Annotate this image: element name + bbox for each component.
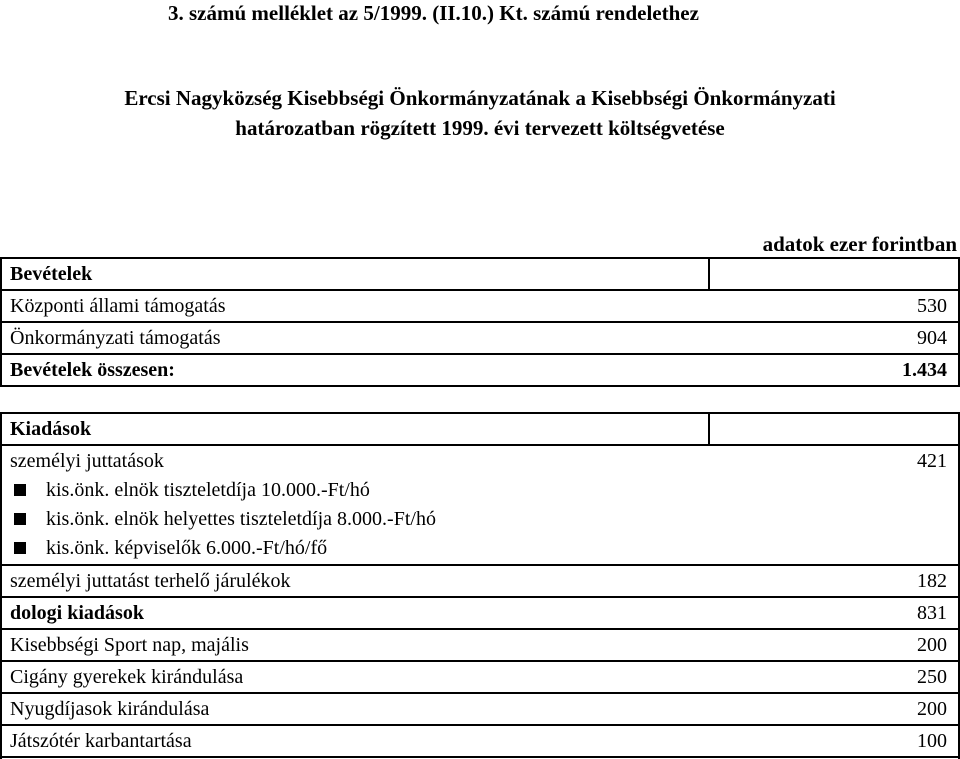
- table-row: [0, 258, 960, 290]
- annex-heading: 3. számú melléklet az 5/1999. (II.10.) Kt. számú rendelethez: [168, 1, 699, 25]
- table-row: [0, 725, 960, 757]
- list-item: [0, 474, 960, 506]
- list-item-text: kis.önk. képviselők 6.000.-Ft/hó/fő: [46, 537, 328, 559]
- square-bullet-icon: [14, 484, 26, 496]
- income-total-label: Bevételek összesen:: [10, 359, 175, 381]
- square-bullet-icon: [14, 513, 26, 525]
- row-value: 200: [917, 698, 947, 720]
- table-row: [0, 290, 960, 322]
- table-row: [0, 629, 960, 661]
- table-row: [0, 413, 960, 445]
- document-title-line-2: határozatban rögzített 1999. évi tervezett költségvetése: [235, 116, 725, 140]
- row-value: 250: [917, 666, 947, 688]
- row-value: 182: [917, 570, 947, 592]
- row-value: 831: [917, 602, 947, 624]
- document-title-line-1: Ercsi Nagyközség Kisebbségi Önkormányzatának a Kisebbségi Önkormányzati: [124, 86, 836, 110]
- row-value: 904: [917, 327, 947, 349]
- row-label: Központi állami támogatás: [10, 295, 226, 317]
- row-value: 421: [917, 450, 947, 472]
- row-label: személyi juttatást terhelő járulékok: [10, 570, 291, 592]
- table-row: [0, 661, 960, 693]
- row-label: Nyugdíjasok kirándulása: [10, 698, 210, 720]
- row-label: személyi juttatások: [10, 450, 164, 472]
- table-row: [0, 354, 960, 386]
- row-label: Játszótér karbantartása: [10, 730, 192, 752]
- unit-note: adatok ezer forintban: [762, 232, 957, 256]
- table-row: [0, 565, 960, 597]
- income-total-value: 1.434: [902, 359, 947, 381]
- row-value: 530: [917, 295, 947, 317]
- list-item-text: kis.önk. elnök tiszteletdíja 10.000.-Ft/hó: [46, 479, 370, 501]
- row-label: Önkormányzati támogatás: [10, 327, 221, 349]
- income-section-title: Bevételek: [10, 263, 93, 285]
- square-bullet-icon: [14, 542, 26, 554]
- row-label: Kisebbségi Sport nap, majális: [10, 634, 249, 656]
- list-item: [0, 532, 960, 564]
- row-label: dologi kiadások: [10, 602, 144, 624]
- row-label: Cigány gyerekek kirándulása: [10, 666, 244, 688]
- row-value: 200: [917, 634, 947, 656]
- table-row: [0, 445, 960, 477]
- table-row: [0, 597, 960, 629]
- expenses-section-title: Kiadások: [10, 418, 92, 440]
- list-item: [0, 503, 960, 535]
- table-row: [0, 693, 960, 725]
- table-row: [0, 322, 960, 354]
- list-item-text: kis.önk. elnök helyettes tiszteletdíja 8.000.-Ft/hó: [46, 508, 436, 530]
- row-value: 100: [917, 730, 947, 752]
